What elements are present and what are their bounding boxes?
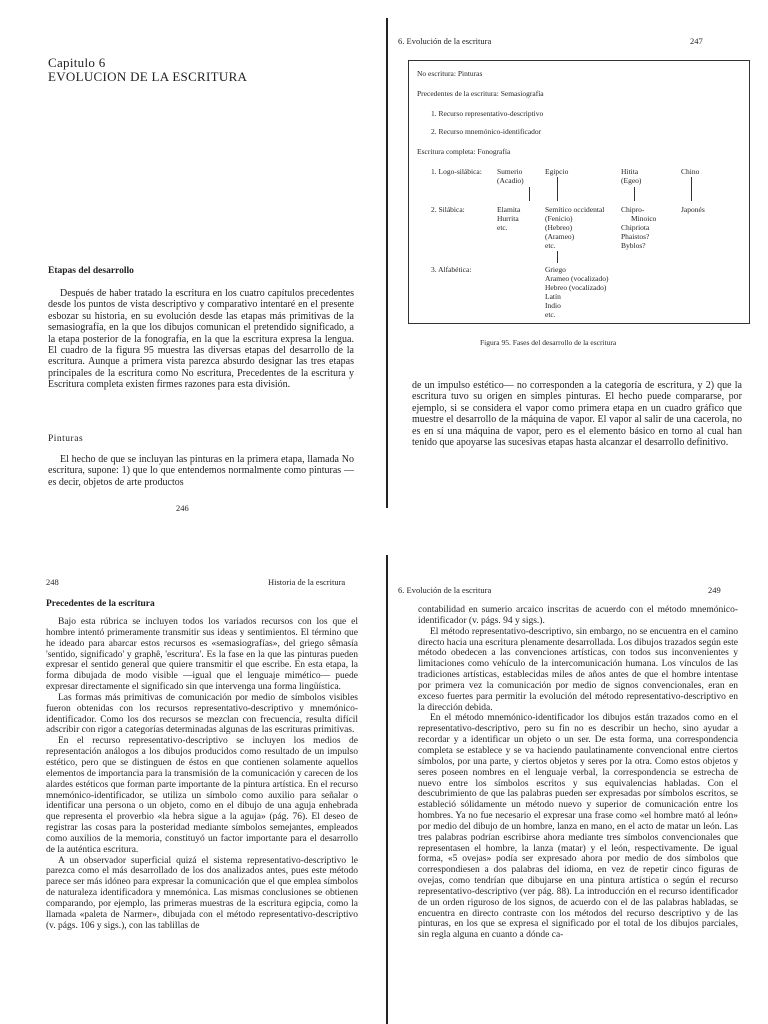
fig-cell: etc. <box>497 223 508 232</box>
fig-cell: Elamita <box>497 205 521 214</box>
fig-cell: Chipriota <box>621 223 650 232</box>
page-gutter <box>386 18 388 508</box>
body-text <box>48 454 354 488</box>
fig-cell: Latín <box>545 292 561 301</box>
fig-cell: Indio <box>545 301 561 310</box>
fig-row: No escritura: Pinturas <box>417 69 483 78</box>
fig-cell: etc. <box>545 241 556 250</box>
fig-cell: Semítico occidental <box>545 205 605 214</box>
paragraph: El método representativo-descriptivo, sin embargo, no se encuentra en el camino directo hacia una escritura plenamente desarrollada. Los dibujos trazados según este método obedecen a las convenciones artísticas, con todos sus inconvenientes y limitaciones como vehículo de la intercomunicación humana. Los vínculos de las tradiciones artísticas, establecidas miles de años antes de que el hombre intentase por primera vez la comunicación por medio de signos convencionales, eran en exceso fuertes para permitir la evolución del método representativo-descriptivo en la dirección debida. <box>418 626 738 713</box>
fig-cell: (Hebreo) <box>545 223 573 232</box>
running-head: Historia de la escritura <box>268 577 346 587</box>
paragraph: contabilidad en sumerio arcaico inscritas de acuerdo con el método mnemónico-identificador (v. págs. 94 y sigs.). <box>418 605 738 626</box>
fig-cell: Egipcio <box>545 167 569 176</box>
fig-cell: Minoico <box>631 214 657 223</box>
page-246 <box>0 0 384 530</box>
page-number: 246 <box>176 503 189 513</box>
body-text <box>48 288 354 391</box>
page-248 <box>0 555 384 1024</box>
paragraph: Las formas más primitivas de comunicación por medio de símbolos visibles fueron obtenidas con los recursos representativo-descriptivo y mnemónico-identificador. Como los dos recursos se mezclan con frecuencia, resulta difícil adscribir con rigor a categorías determinadas algunas de las escrituras primitivas. <box>46 692 358 736</box>
chapter-heading <box>48 56 247 84</box>
fig-cell: (Arameo) <box>545 232 575 241</box>
fig-cell: Griego <box>545 265 566 274</box>
paragraph: Después de haber tratado la escritura en los cuatro capítulos precedentes desde los puntos de vista descriptivo y comparativo intentaré en el presente esbozar su historia, en su evolución desde las etapas más primitivas de la semasiografía, en la que los dibujos comunican el pretendido significado, a la etapa posterior de la fonografía, en la que la escritura expresa la lengua. El cuadro de la figura 95 muestra las diversas etapas del desarrollo de la escritura. Aunque a primera vista parezca absurdo designar las tres etapas principales de la escritura como No escritura, Precedentes de la escritura y Escritura completa existen firmes razones para esta división. <box>48 288 354 391</box>
subsection-heading: Pinturas <box>48 434 84 444</box>
page-249 <box>390 555 768 1024</box>
fig-label: 3. Alfabética: <box>431 265 472 274</box>
fig-cell: Byblos? <box>621 241 646 250</box>
body-text <box>418 605 738 941</box>
fig-cell: Chipro- <box>621 205 645 214</box>
fig-cell: (Acadio) <box>497 176 524 185</box>
fig-cell: Japonés <box>681 205 705 214</box>
body-text <box>412 380 742 448</box>
paragraph: A un observador superficial quizá el sistema representativo-descriptivo le parezca como el más desarrollado de los dos analizados antes, pues este método parece ser más idóneo para expresar la comunicación que el que emplea símbolos de naturaleza identificadora y mnemónica. Las mismas conclusiones se obtienen comparando, por ejemplo, las primeras muestras de la escritura egipcia, como la llamada «paleta de Narmer», dibujada con el método representativo-descriptivo (v. págs. 106 y sigs.), con las tablillas de <box>46 855 358 931</box>
body-text <box>46 617 358 931</box>
fig-cell: Hebreo (vocalizado) <box>545 283 607 292</box>
fig-cell: etc. <box>545 310 556 319</box>
fig-cell: (Fenicio) <box>545 214 573 223</box>
paragraph: En el método mnemónico-identificador los dibujos están trazados como en el representativo-descriptivo, pero su fin no es describir un hecho, sino ayudar a recordar y a identificar un objeto o un ser. De esta forma, una correspondencia completa se establece y se va haciendo paulatinamente convencional entre ciertos símbolos, por una parte, y ciertos objetos y seres por la otra. Como estos objetos y seres poseen nombres en el lenguaje verbal, la correspondencia se estrecha de nuevo entre los símbolos escritos y sus equivalencias habladas. Con el descubrimiento de que las palabras pueden ser expresadas por símbolos escritos, se estableció sólidamente un método nuevo y superior de comunicación entre los hombres. Ya no fue necesario el expresar una frase como «el hombre mató al león» por medio del dibujo de un hombre, lanza en mano, en el acto de matar un león. Las tres palabras podrían escribirse ahora mediante tres símbolos convencionales que representasen el hombre, la lanza (matar) y el león, respectivamente. De igual forma, «5 ovejas» podía ser expresado ahora por medio de dos símbolos que correspondiesen a dos palabras del idioma, en vez de repetir cinco figuras de ovejas, como tendrían que dibujarse en una pintura artística o según el recurso representativo-descriptivo (ver pág. 88). La introducción en el recurso identificador de un orden riguroso de los signos, de acuerdo con el de las palabras habladas, se encuentra en directo contraste con los métodos del recurso descriptivo y de las pinturas, en los que se expresa el significado por el total de los dibujos parciales, sin regla alguna en cuanto a dónde ca- <box>418 713 738 941</box>
page-247 <box>390 0 768 530</box>
paragraph: En el recurso representativo-descriptivo se incluyen los medios de representación análogos a los dibujos producidos como resultado de un impulso estético, pero que se distinguen de éstos en que contienen solamente aquellos elementos de importancia para la transmisión de la comunicación y carecen de los alardes estéticos que forman parte importante de la pintura artística. En el recurso mnemónico-identificador, se utiliza un símbolo como auxilio para señalar o identificar una persona o un objeto, como en el dibujo de una aguja enhebrada que representa el proverbio «la hebra sigue a la aguja» (pág. 76). El deseo de registrar las cosas para la posteridad mediante símbolos semejantes, empleados como auxilios de la memoria, constituyó un factor importante para el desarrollo de la auténtica escritura. <box>46 736 358 855</box>
fig-row: Precedentes de la escritura: Semasiografía <box>417 89 544 98</box>
fig-label: 1. Logo-silábica: <box>431 167 482 176</box>
fig-row: 2. Recurso mnemónico-identificador <box>431 127 542 136</box>
paragraph: de un impulso estético— no corresponden a la categoría de escritura, y 2) que la escritura tuvo su origen en simples pinturas. El hecho puede compararse, por ejemplo, si se considera el vapor como primera etapa en un cuadro gráfico que muestre el desarrollo de la máquina de vapor. El vapor al salir de una cacerola, no es en sí una máquina de vapor, pero es el elemento básico en torno al cual han tenido que apoyarse las sucesivas etapas hasta alcanzar el desarrollo definitivo. <box>412 380 742 449</box>
page-number: 249 <box>708 585 721 595</box>
section-heading: Precedentes de la escritura <box>46 599 155 609</box>
fig-cell: (Egeo) <box>621 176 642 185</box>
fig-cell: Hurrita <box>497 214 519 223</box>
fig-cell: Sumerio <box>497 167 523 176</box>
running-head: 6. Evolución de la escritura <box>398 585 492 595</box>
figure-caption: Figura 95. Fases del desarrollo de la escritura <box>480 338 617 347</box>
chapter-number: Capitulo 6 <box>48 55 106 70</box>
section-heading: Etapas del desarrollo <box>48 266 134 276</box>
page-number: 247 <box>690 36 703 46</box>
fig-cell: Chino <box>681 167 700 176</box>
figure-95 <box>408 60 750 324</box>
fig-label: 2. Silábica: <box>431 205 465 214</box>
fig-row: Escritura completa: Fonografía <box>417 147 511 156</box>
paragraph: El hecho de que se incluyan las pinturas en la primera etapa, llamada No escritura, supone: 1) que lo que entendemos normalmente como pinturas —es decir, objetos de arte productos <box>48 454 354 488</box>
page-number: 248 <box>46 577 59 587</box>
chapter-title: EVOLUCION DE LA ESCRITURA <box>48 69 248 84</box>
fig-cell: Arameo (vocalizado) <box>545 274 609 283</box>
paragraph: Bajo esta rúbrica se incluyen todos los variados recursos con los que el hombre intentó primeramente transmitir sus ideas y sentimientos. El término que he ideado para abarcar estos recursos es «semasiografías», del griego sêmasía 'sentido, significado' y graphê, 'escritura'. Es la fase en la que las pinturas pueden expresar el sentido general que quiere transmitir el que escribe. En esta etapa, la forma dibujada de modo visible —igual que el lenguaje mimético— puede expresar directamente el significado sin que intervenga una forma lingüística. <box>46 617 358 693</box>
running-head: 6. Evolución de la escritura <box>398 36 492 46</box>
fig-cell: Phaistos? <box>621 232 650 241</box>
page-gutter <box>386 555 388 1024</box>
fig-cell: Hitita <box>621 167 639 176</box>
fig-row: 1. Recurso representativo-descriptivo <box>431 109 544 118</box>
